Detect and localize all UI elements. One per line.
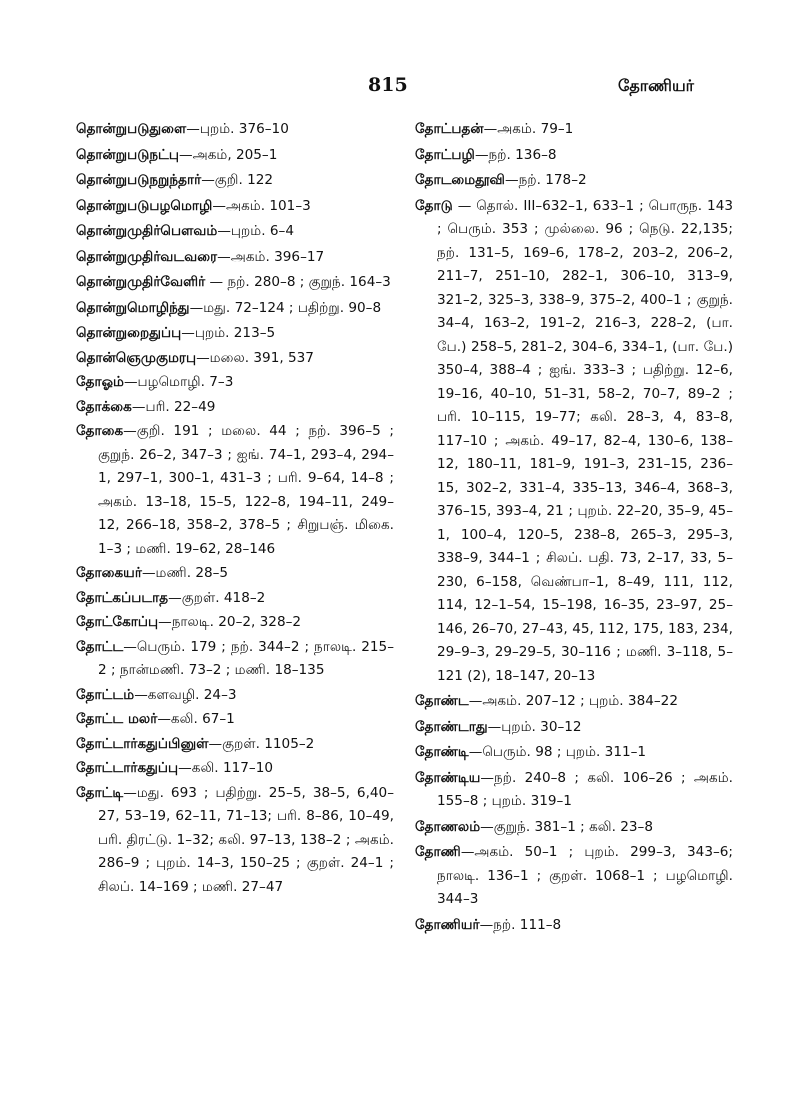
index-entry [415,169,733,193]
index-entry [415,690,733,714]
entry-headword: தொன்றுபடுபழமொழி [76,197,213,214]
entry-references: —பழமொழி. 7–3 [123,374,234,390]
index-entry [76,684,394,708]
entry-headword: தொன்ஞெமுகுமரபு [76,349,197,366]
entry-references: —குறி. 191 ; மலை. 44 ; நற். 396–5 ; குறுந். 26–2, 347–3 ; ஐங். 74–1, 293–4, 294–1, 297–1, 300–1, 431–3 ; பரி. 9–64, 14–8 ; அகம். 13–18, 15–5, 122–8, 194–11, 249–12, 266–18, 358–2, 378–5 ; சிறுபஞ். மிகை. 1–3 ; மணி. 19–62, 28–146 [98,423,394,557]
entry-references: —புறம். 376–10 [186,121,289,137]
right-column [415,118,733,939]
entry-headword: தோட்பழி [415,146,475,163]
entry-references: —புறம். 30–12 [487,718,582,735]
entry-headword: தோண்டாது [415,718,488,735]
index-entry [415,144,733,168]
entry-headword: தொன்றுபடுநறுந்தார் [76,172,202,188]
entry-references: —மலை. 391, 537 [196,349,314,366]
entry-references: —அகம். 50–1 ; புறம். 299–3, 343–6; நாலடி. 136–1 ; குறள். 1068–1 ; பழமொழி. 344–3 [437,844,733,907]
entry-headword: தோட்கப்படாத [76,589,169,606]
index-entry [76,169,394,193]
index-entry [415,118,733,142]
left-column [76,118,394,900]
entry-headword: தோட்ட மலர் [76,711,158,727]
entry-references: —கலி. 67–1 [157,711,235,727]
entry-headword: தோஓம் [76,374,124,390]
index-entry [76,757,394,781]
entry-references: —பரி. 22–49 [131,398,216,415]
entry-headword: தோணியர் [415,916,480,933]
index-entry [76,611,394,635]
entry-headword: தோகையர் [76,565,142,581]
entry-headword: தோட்கோப்பு [76,614,159,630]
entry-references: —அகம். 207–12 ; புறம். 384–22 [468,693,678,709]
entry-headword: தோணலம் [415,818,481,835]
entry-headword: தோட்டி [76,784,124,801]
entry-references: —பெரும். 98 ; புறம். 311–1 [468,744,647,760]
entry-headword: தோட்டார்கதுப்பு [76,760,179,776]
index-entry [76,782,394,900]
entry-headword: தொன்றுறைதுப்பு [76,325,182,341]
index-entry [76,708,394,732]
entry-headword: தோகை [76,423,124,439]
entry-headword: தொன்றுமுதிர்வேளிர் [76,274,206,290]
entry-references: —புறம். 213–5 [181,325,276,341]
entry-references: —குறி. 122 [201,172,274,188]
entry-references: —நற். 240–8 ; கலி. 106–26 ; அகம். 155–8 ; புறம். 319–1 [437,769,733,809]
entry-references: —அகம். 101–3 [212,197,311,214]
entry-references: —அகம். 79–1 [483,121,574,137]
index-entry [76,420,394,561]
index-entry [76,733,394,757]
entry-references: —கலி. 117–10 [178,760,273,776]
entry-headword: தோணி [415,844,461,860]
index-entry [415,841,733,912]
index-entry [76,271,394,295]
entry-references: —நற். 136–8 [474,146,557,163]
index-entry [76,246,394,270]
entry-references: —புறம். 6–4 [217,223,294,239]
index-entry [415,816,733,840]
entry-headword: தோடு [415,197,453,214]
entry-headword: தொன்றுமுதிர்வடவரை [76,248,218,265]
entry-headword: தோட்பதன் [415,121,484,137]
entry-references: —நாலடி. 20–2, 328–2 [158,614,302,630]
entry-headword: தொன்றுபடுதுளை [76,121,187,137]
entry-headword: தொன்றுமொழிந்து [76,299,190,316]
entry-references: —மணி. 28–5 [141,565,229,581]
index-entry [76,636,394,683]
entry-references: —மது. 72–124 ; பதிற்று. 90–8 [189,299,382,316]
index-entry [415,716,733,740]
entry-references: — தொல். III–632–1, 633–1 ; பொருந. 143 ; பெரும். 353 ; முல்லை. 96 ; நெடு. 22,135; நற். 131–5, 169–6, 178–2, 203–2, 206–2, 211–7, 251–10, 282–1, 306–10, 313–9, 321–2, 325–3, 338–9, 375–2, 400–1 ; குறுந். 34–4, 163–2, 191–2, 216–3, 228–2, (பா. பே.) 258–5, 281–2, 304–6, 334–1, (பா. பே.) 350–4, 388–4 ; ஐங். 333–3 ; பதிற்று. 12–6, 19–16, 40–10, 51–31, 58–2, 70–7, 89–2 ; பரி. 10–115, 19–77; கலி. 28–3, 4, 83–8, 117–10 ; அகம். 49–17, 82–4, 130–6, 138–12, 180–11, 181–9, 191–3, 231–15, 236–15, 302–2, 331–4, 335–13, 346–4, 368–3, 376–15, 393–4, 21 ; புறம். 22–20, 35–9, 45–1, 100–4, 120–5, 238–8, 265–3, 295–3, 338–9, 344–1 ; சிலப். பதி. 73, 2–17, 33, 5–230, 6–158, வெண்பா–1, 8–49, 111, 112, 114, 12–1–54, 15–198, 16–35, 23–97, 25–146, 26–70, 27–43, 45, 112, 175, 183, 234, 29–9–3, 29–29–5, 30–116 ; மணி. 3–118, 5–121 (2), 18–147, 20–13 [437,197,733,684]
entry-references: —மது. 693 ; பதிற்று. 25–5, 38–5, 6,40–27, 53–19, 62–11, 71–13; பரி. 8–86, 10–49, பரி. திரட்டு. 1–32; கலி. 97–13, 138–2 ; அகம். 286–9 ; புறம். 14–3, 150–25 ; குறள். 24–1 ; சிலப். 14–169 ; மணி. 27–47 [98,784,394,895]
entry-references: —குறுந். 381–1 ; கலி. 23–8 [480,818,654,835]
index-entry [76,297,394,321]
entry-headword: தோட்டார்கதுப்பினுள் [76,735,209,752]
page-number: 815 [368,74,408,96]
index-entry [76,562,394,586]
entry-headword: தோண்ட [415,693,469,709]
entry-headword: தோடமைதூவி [415,172,506,188]
entry-references: —நற். 111–8 [479,916,562,933]
index-entry [76,118,394,142]
entry-headword: தோட்டம் [76,686,135,703]
index-entry [415,767,733,814]
entry-references: —அகம். 396–17 [217,248,325,265]
index-entry [76,144,394,168]
entry-references: —நற். 178–2 [505,172,587,188]
index-entry [415,195,733,689]
entry-references: —குறள். 1105–2 [208,735,315,752]
index-entry [76,347,394,371]
running-head: தோணியர் [618,76,695,95]
entry-headword: தோட்ட [76,638,124,655]
entry-headword: தொன்றுபடுநட்பு [76,146,179,163]
entry-headword: தோண்டிய [415,769,481,786]
index-entry [415,741,733,765]
entry-references: —குறள். 418–2 [168,589,266,606]
entry-references: —களவழி. 24–3 [134,686,237,703]
entry-references: —பெரும். 179 ; நற். 344–2 ; நாலடி. 215–2 ; நான்மணி. 73–2 ; மணி. 18–135 [98,638,394,678]
index-entry [76,587,394,611]
entry-references: — நற். 280–8 ; குறுந். 164–3 [205,274,391,290]
entry-headword: தோக்கை [76,398,132,415]
entry-references: —அகம், 205–1 [179,146,278,163]
index-entry [76,396,394,420]
entry-headword: தொன்றுமுதிர்பௌவம் [76,223,218,239]
entry-headword: தோண்டி [415,744,469,760]
index-entry [415,914,733,938]
index-entry [76,195,394,219]
index-entry [76,322,394,346]
index-entry [76,220,394,244]
index-entry [76,371,394,395]
